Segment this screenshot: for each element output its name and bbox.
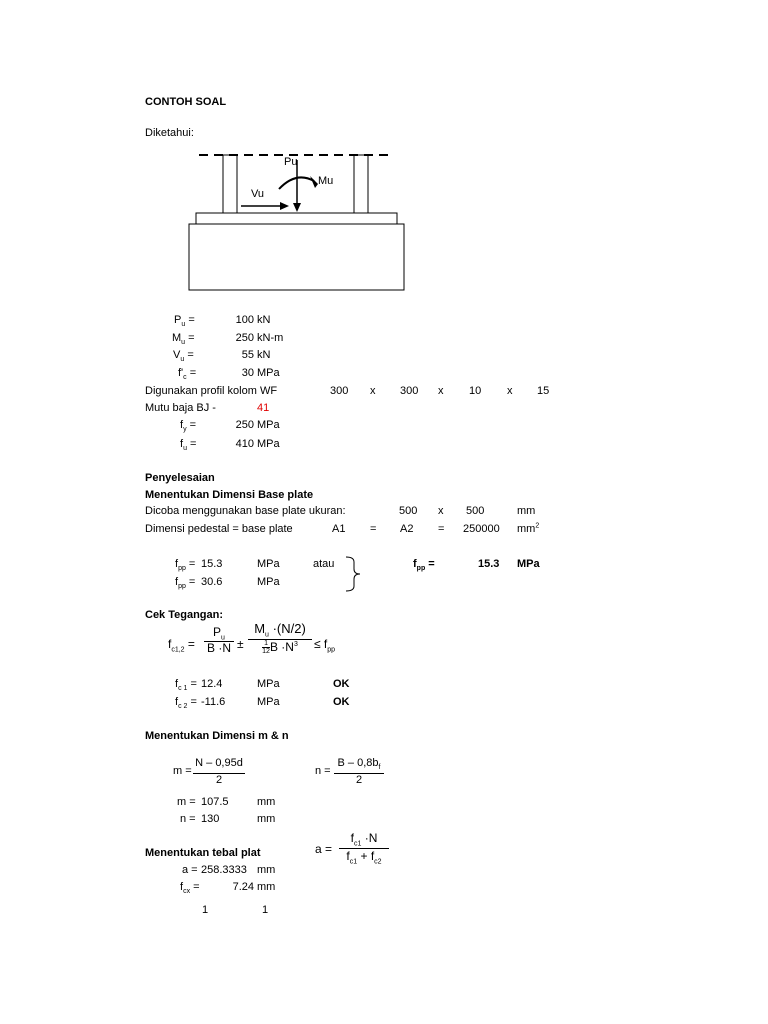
right-brace-icon [344,556,368,592]
a2-label: A2 [400,523,414,535]
vu-label: Vu [251,188,265,200]
stress-formula [168,621,368,668]
fy-sub: y [183,426,187,434]
pu-unit: kN [257,314,271,326]
sf-eq: = [187,637,195,651]
trial-label: Dicoba menggunakan base plate ukuran: [145,505,346,517]
fcx-value: 7.24 [232,881,254,893]
fu-value: 410 [235,438,254,450]
sf-m-den-sup: 3 [293,641,298,648]
fc1-value: 12.4 [201,678,223,690]
n-formula-num: B – 0,8b [337,757,379,769]
n-unit: mm [257,813,276,825]
fpp2-sym: f [175,576,179,588]
fc2-value: -11.6 [201,696,226,708]
n-formula-den: 2 [334,773,384,787]
fcx-unit: mm [257,881,276,893]
fpp-unit-2: MPa [257,576,280,588]
n-formula-lhs: n = [315,765,331,777]
dim-heading: Menentukan Dimensi Base plate [145,489,314,501]
profile-label: Digunakan profil kolom WF [145,385,278,397]
fc2-unit: MPa [257,696,280,708]
mu-eq: = [188,332,195,344]
a-unit: mm [257,864,276,876]
fc-eq: = [189,367,197,379]
fc-value: 30 [241,367,254,379]
n-value: 130 [201,813,220,825]
fu-sym: f [180,438,184,450]
sf-m-sub: u [265,631,269,639]
fc1-unit: MPa [257,678,280,690]
mu-sub: u [181,339,186,347]
profile-bf: 300 [400,385,419,397]
n-label: n = [180,813,196,825]
fc-unit: MPa [257,367,280,379]
profile-tf: 15 [537,385,550,397]
steel-grade: 41 [257,402,270,414]
sf-le: ≤ f [314,637,328,651]
sf-m-rest: ·(N/2) [268,621,306,636]
m-label: m = [177,796,196,808]
m-formula-den: 2 [193,773,245,787]
base-plate [196,213,397,224]
pu-value: 100 [235,314,254,326]
m-value: 107.5 [201,796,229,808]
solution-heading: Penyelesaian [145,472,215,484]
plate-heading: Menentukan tebal plat [145,847,261,859]
fpp-value-2: 30.6 [201,576,223,588]
a-den-plus: + f [357,849,375,863]
a-den1-sub: c1 [349,858,358,866]
trial-B: 500 [399,505,418,517]
fu-unit: MPa [257,438,280,450]
fy-value: 250 [235,419,254,431]
a-label: a = [182,864,198,876]
a-den1: f [346,849,350,863]
profile-x2: x [438,385,444,397]
column-left [223,155,237,213]
fpp-res-sub: pp [416,565,426,573]
fc1-sub: c 1 [178,685,188,693]
a2-eq: = [438,523,445,535]
m-unit: mm [257,796,276,808]
profile-x3: x [507,385,513,397]
fy-eq: = [189,419,197,431]
fpp-unit-1: MPa [257,558,280,570]
vu-sub: u [180,356,185,364]
mu-unit: kN-m [257,332,284,344]
trial-N: 500 [466,505,485,517]
fc2-status: OK [333,696,350,708]
vu-eq: = [187,349,194,361]
fy-sym: f [180,419,184,431]
pu-eq: = [188,314,195,326]
vu-value: 55 [241,349,254,361]
vu-unit: kN [257,349,271,361]
fpp2-sub: pp [178,583,186,591]
a-num-sym: f [350,831,354,845]
fpp-atau: atau [313,558,335,570]
fc1-status: OK [333,678,350,690]
sf-p-num: P [213,625,222,639]
pedestal-label: Dimensi pedestal = base plate [145,523,293,535]
fcx-sym: f [180,881,184,893]
sf-lhs-sub: c1,2 [171,646,185,654]
area-value: 250000 [463,523,500,535]
a1-label: A1 [332,523,346,535]
fy-unit: MPa [257,419,280,431]
sf-le-sub: pp [327,646,336,654]
pu-label: Pu [284,156,298,168]
m-formula-lhs: m = [173,765,192,777]
fpp-result-value: 15.3 [478,558,500,570]
sf-twelfth-den: 12 [262,648,270,656]
fc1-sym: f [175,678,179,690]
stress-heading: Cek Tegangan: [145,609,224,621]
trailing-one-2: 1 [262,904,269,916]
mu-value: 250 [235,332,254,344]
fc-sub: c [183,374,187,382]
sf-twelfth-num: 1 [264,640,268,648]
column-right [354,155,368,213]
steel-label: Mutu baja BJ - [145,402,216,414]
mu-label: Mu [318,175,334,187]
profile-d: 300 [330,385,349,397]
mu-arrowhead [310,176,318,188]
fpp-value-1: 15.3 [201,558,223,570]
trailing-one-1: 1 [202,904,209,916]
trial-unit: mm [517,505,536,517]
a-num-sub: c1 [353,840,362,848]
mn-heading: Menentukan Dimensi m & n [145,730,289,742]
fu-eq: = [190,438,197,450]
sf-p-den: B ·N [204,641,234,655]
a-den2-sub: c2 [374,858,382,866]
fc2-sym: f [175,696,179,708]
base-plate-diagram [0,0,768,300]
mu-sym: M [172,332,182,344]
sf-m-den: B ·N [269,640,294,654]
m-formula-num: N – 0,95d [195,757,243,769]
pu-sub: u [181,321,186,329]
fc-sym: f' [178,367,184,379]
a-num-rest: ·N [361,831,378,845]
sf-lhs-sym: f [168,637,172,651]
area-unit: mm [517,523,536,535]
fpp-res-sym: f [413,558,417,570]
pedestal [189,224,404,290]
profile-tw: 10 [469,385,482,397]
sf-m-num: M [254,621,266,636]
fc2-sub: c 2 [178,703,188,711]
given-label: Diketahui: [145,127,194,139]
fpp1-sub: pp [178,565,186,573]
n-formula-num-sub: f [378,764,381,772]
fcx-sub: cx [183,888,191,896]
vu-sym: V [173,349,181,361]
fpp-result-unit: MPa [517,558,540,570]
pu-arrowhead [293,203,301,212]
fpp1-sym: f [175,558,179,570]
profile-x1: x [370,385,376,397]
fu-sub: u [183,445,187,453]
a-value: 258.3333 [201,864,247,876]
sf-pm: ± [237,637,244,651]
a-formula-lhs: a = [315,842,333,856]
trial-x: x [438,505,444,517]
sf-p-sub: u [221,634,225,642]
vu-arrowhead [280,202,289,210]
pu-sym: P [174,314,182,326]
page-title: CONTOH SOAL [145,96,227,108]
area-unit-sup: 2 [535,522,540,530]
a1-eq: = [370,523,377,535]
